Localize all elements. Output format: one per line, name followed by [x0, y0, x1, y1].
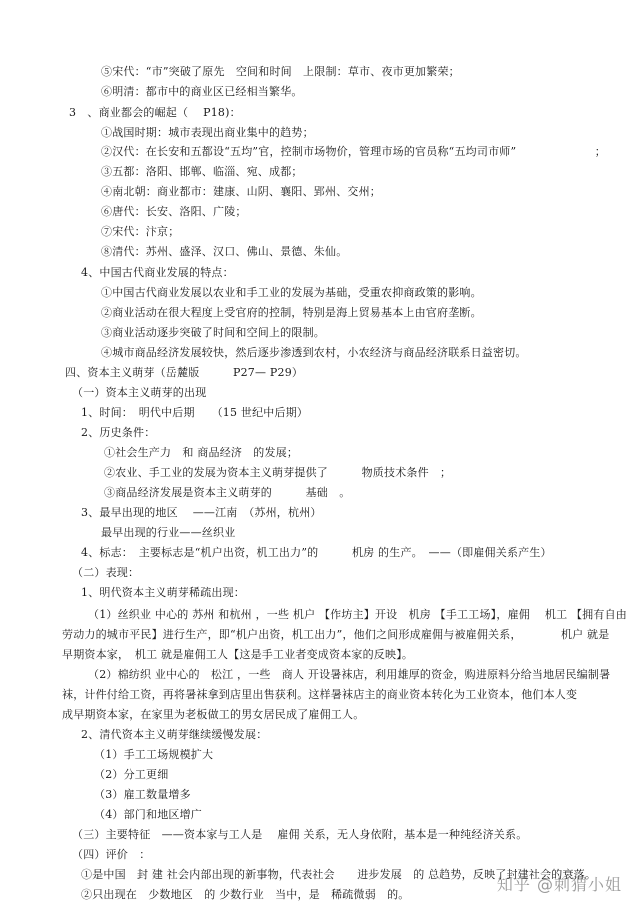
- list-item: （3）雇工数量增多: [94, 788, 191, 801]
- subsection-heading: （二）表现：: [72, 566, 140, 579]
- section-heading: 4、中国古代商业发展的特点：: [81, 266, 234, 279]
- text-line: （2）棉纺织 业中心的 松江 ，一些 商人 开设暑袜店，利用雄厚的资金，购进原料分给当地居民编制暑: [88, 668, 611, 681]
- text-line: ③商业活动逐步突破了时间和空间上的限制。: [101, 326, 325, 339]
- text-line: 2、历史条件：: [81, 426, 156, 439]
- text-line: 1、时间： 明代中后期 （15 世纪中后期）: [81, 406, 309, 419]
- list-item: （2）分工更细: [94, 768, 169, 781]
- text-line: 早期资本家， 机工 就是雇佣工人【这是手工业者变成资本家的反映】。: [62, 648, 414, 661]
- text-line: ③商品经济发展是资本主义萌芽的 基础 。: [104, 486, 351, 499]
- text-line: ⑧清代：苏州、盛泽、汉口、佛山、景德、朱仙。: [101, 245, 348, 258]
- text-line: ②商业活动在很大程度上受官府的控制，特别是海上贸易基本上由官府垄断。: [101, 306, 482, 319]
- list-item: （1）手工工场规模扩大: [94, 748, 214, 761]
- text-line: 2、清代资本主义萌芽继续缓慢发展：: [81, 728, 268, 741]
- text-line: 1、明代资本主义萌芽稀疏出现：: [81, 586, 245, 599]
- zhihu-watermark: 知乎 @刺猬小姐: [496, 875, 622, 894]
- text-line: ①中国古代商业发展以农业和手工业的发展为基础，受重农抑商政策的影响。: [101, 286, 482, 299]
- text-line: ⑥唐代：长安、洛阳、广陵；: [101, 205, 247, 218]
- text-line: ⑦宋代：汴京；: [101, 225, 180, 238]
- text-line: ②只出现在 少数地区 的 少数行业 当中，是 稀疏微弱 的。: [81, 888, 410, 901]
- section-heading: 3 、商业都会的崛起（ P18)：: [69, 106, 241, 119]
- text-line: （1）丝织业 中心的 苏州 和杭州 ，一些 机户 【作坊主】开设 机房 【手工工场】，雇佣 机工 【拥有自由: [88, 608, 627, 621]
- text-line: ①战国时期：城市表现出商业集中的趋势；: [101, 126, 314, 139]
- text-line: ①是中国 封 建 社会内部出现的新事物，代表社会 进步发展 的 总趋势，反映了封建社会的衰落。: [81, 868, 597, 881]
- text-line: 袜，计件付给工资，再将暑袜拿到店里出售获利。这样暑袜店主的商业资本转化为工业资本，他们本人变: [62, 688, 578, 701]
- text-line: 劳动力的城市平民】进行生产，即“机户出资，机工出力”，他们之间形成雇佣与被雇佣关系， 机户 就是: [62, 628, 610, 641]
- text-line: ⑤宋代：“市”突破了原先 空间和时间 上限制：草市、夜市更加繁荣；: [101, 65, 460, 78]
- text-line: ⑥明清：都市中的商业区已经相当繁华。: [101, 85, 303, 98]
- text-line: ④南北朝：商业都市：建康、山阴、襄阳、郢州、交州；: [101, 185, 381, 198]
- subsection-heading: （一）资本主义萌芽的出现: [72, 386, 207, 399]
- text-line: ②汉代：在长安和五都设“五均”官，控制市场物价，管理市场的官员称“五均司市师” ；: [101, 145, 606, 158]
- text-line: ①社会生产力 和 商品经济 的发展；: [104, 446, 299, 459]
- section-heading: 四、资本主义萌芽（岳麓版 P27— P29）: [65, 366, 304, 379]
- text-line: 3、最早出现的地区 ——江南 （苏州，杭州）: [81, 506, 322, 519]
- text-line: ④城市商品经济发展较快，然后逐步渗透到农村，小农经济与商品经济联系日益密切。: [101, 346, 527, 359]
- subsection-heading: （四）评价 ：: [72, 848, 151, 861]
- text-line: 成早期资本家，在家里为老板做工的男女居民成了雇佣工人。: [62, 708, 365, 721]
- text-line: ②农业、手工业的发展为资本主义萌芽提供了 物质技术条件 ；: [104, 466, 452, 479]
- text-line: ③五都：洛阳、邯郸、临淄、宛、成都；: [101, 165, 303, 178]
- text-line: 4、标志： 主要标志是“机户出资，机工出力”的 机房 的生产。 ——（即雇佣关系产生）: [81, 546, 552, 559]
- list-item: （4）部门和地区增广: [94, 808, 202, 821]
- text-line: （三）主要特征 ——资本家与工人是 雇佣 关系，无人身依附，基本是一种纯经济关系。: [72, 828, 528, 841]
- text-line: 最早出现的行业——丝织业: [101, 526, 236, 539]
